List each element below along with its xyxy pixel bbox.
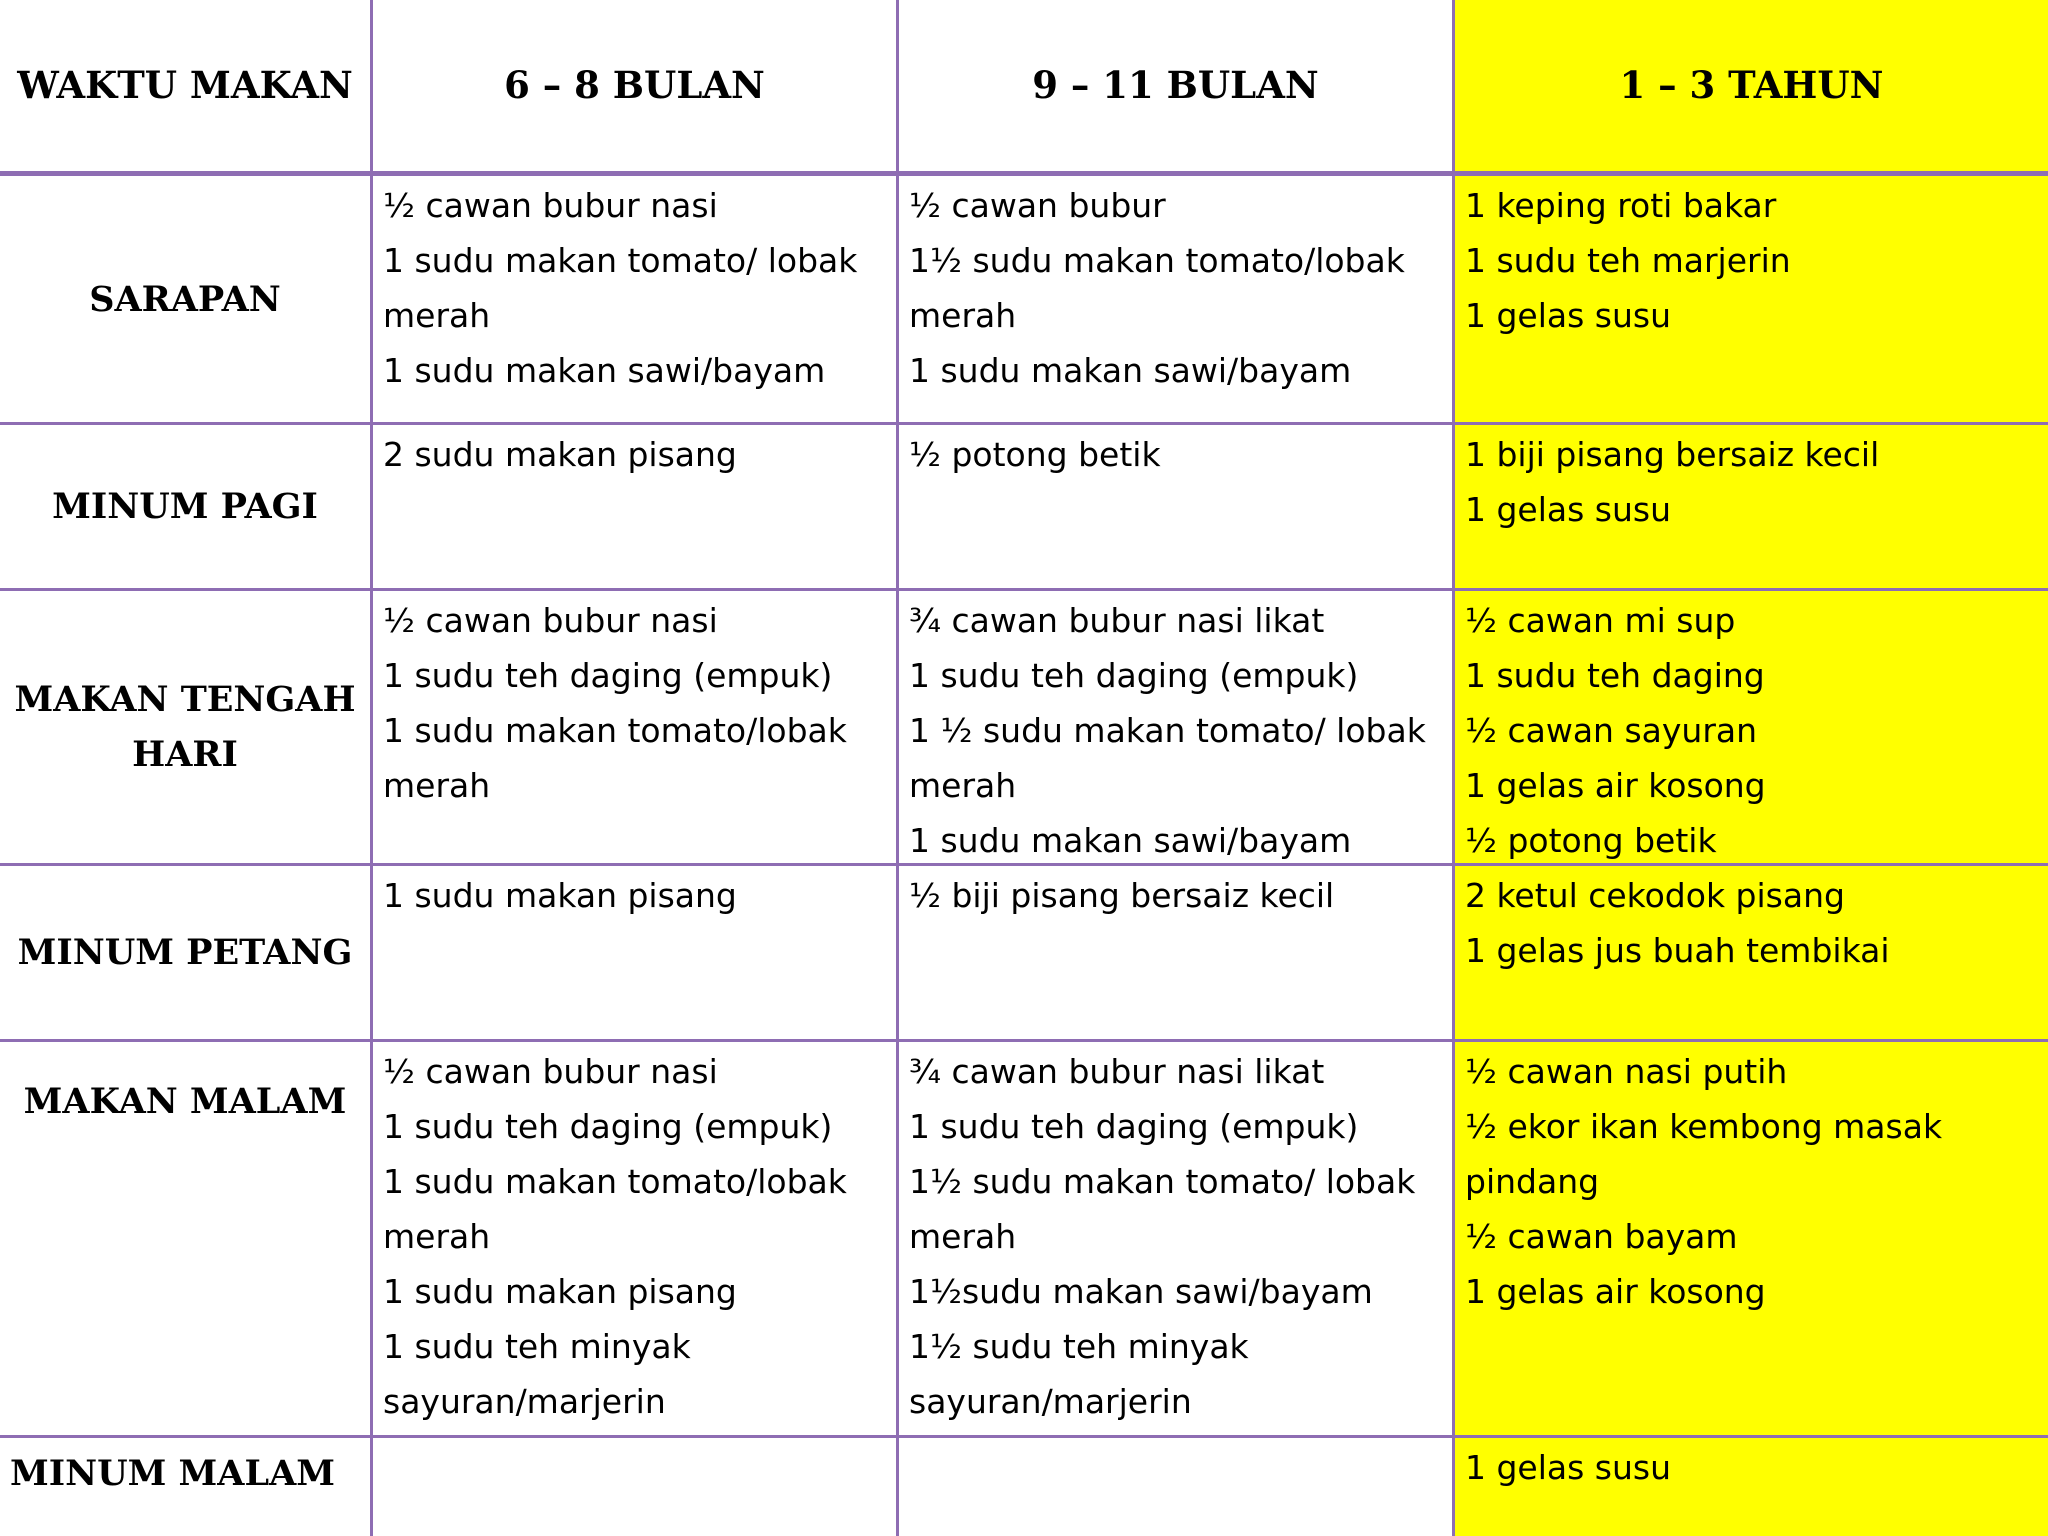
menu-list (373, 866, 896, 923)
menu-cell-afternoon-drink-1-3 (1455, 866, 2048, 1042)
menu-cell-breakfast-1-3 (1455, 176, 2048, 425)
menu-cell-dinner-1-3 (1455, 1042, 2048, 1438)
menu-item: 2 ketul cekodok pisang (1465, 876, 1845, 915)
menu-item: 1 ½ sudu makan tomato/ lobak merah (909, 711, 1426, 805)
menu-item: 1 sudu makan pisang (383, 1272, 737, 1311)
menu-list (899, 176, 1452, 398)
menu-item: 1 gelas air kosong (1465, 766, 1766, 805)
menu-item: ½ cawan bubur nasi (383, 1052, 718, 1091)
menu-item: 1 sudu makan pisang (383, 876, 737, 915)
menu-item: 1 sudu teh daging (empuk) (909, 1107, 1359, 1146)
header-cell-meal-time (0, 0, 373, 176)
menu-item: 1 gelas susu (1465, 296, 1672, 335)
header-label-9-11-months: 9 – 11 BULAN (1032, 63, 1319, 107)
menu-item: 1 gelas jus buah tembikai (1465, 931, 1890, 970)
menu-item: 1 sudu makan sawi/bayam (909, 821, 1352, 860)
menu-item: ¾ cawan bubur nasi likat (909, 601, 1325, 640)
menu-item: 1 biji pisang bersaiz kecil (1465, 435, 1880, 474)
menu-item: ½ ekor ikan kembong masak pindang (1465, 1107, 1943, 1201)
header-label-meal-time: WAKTU MAKAN (17, 63, 353, 107)
menu-item: ½ biji pisang bersaiz kecil (909, 876, 1335, 915)
menu-list (373, 1042, 896, 1429)
menu-item: 2 sudu makan pisang (383, 435, 737, 474)
menu-item: 1 sudu teh daging (1465, 656, 1765, 695)
menu-list (899, 591, 1452, 866)
meal-label-lunch: MAKAN TENGAH HARI (14, 679, 356, 775)
menu-item: 1 gelas air kosong (1465, 1272, 1766, 1311)
menu-list (899, 1042, 1452, 1429)
header-label-6-8-months: 6 – 8 BULAN (504, 63, 765, 107)
menu-cell-night-drink-1-3 (1455, 1438, 2048, 1536)
menu-cell-morning-drink-1-3 (1455, 425, 2048, 591)
menu-item: ½ potong betik (909, 435, 1161, 474)
menu-item: ½ cawan bayam (1465, 1217, 1738, 1256)
menu-item: 1½ sudu makan tomato/lobak merah (909, 241, 1405, 335)
menu-item: ½ cawan bubur nasi (383, 601, 718, 640)
meal-label-afternoon-drink: MINUM PETANG (17, 932, 353, 973)
menu-list (899, 866, 1452, 923)
menu-item: ½ cawan sayuran (1465, 711, 1758, 750)
meal-cell-dinner (0, 1042, 373, 1438)
menu-item: ½ potong betik (1465, 821, 1717, 860)
menu-item: 1 sudu makan tomato/lobak merah (383, 1162, 847, 1256)
menu-list (899, 425, 1452, 482)
meal-cell-afternoon-drink (0, 866, 373, 1042)
menu-cell-lunch-1-3 (1455, 591, 2048, 866)
menu-cell-breakfast-6-8 (373, 176, 899, 425)
menu-item: ½ cawan nasi putih (1465, 1052, 1788, 1091)
meal-cell-lunch (0, 591, 373, 866)
menu-item: 1 sudu teh daging (empuk) (383, 1107, 833, 1146)
menu-item: ½ cawan bubur (909, 186, 1166, 225)
menu-item: ¾ cawan bubur nasi likat (909, 1052, 1325, 1091)
menu-item: 1 gelas susu (1465, 490, 1672, 529)
menu-cell-morning-drink-6-8 (373, 425, 899, 591)
menu-cell-dinner-6-8 (373, 1042, 899, 1438)
menu-item: 1 sudu teh daging (empuk) (383, 656, 833, 695)
menu-cell-lunch-6-8 (373, 591, 899, 866)
menu-cell-night-drink-6-8 (373, 1438, 899, 1536)
menu-list (899, 1438, 1452, 1440)
menu-list (373, 176, 896, 398)
meal-label-breakfast: SARAPAN (89, 278, 281, 320)
menu-item: 1 keping roti bakar (1465, 186, 1777, 225)
menu-item: 1½sudu makan sawi/bayam (909, 1272, 1373, 1311)
menu-cell-morning-drink-9-11 (899, 425, 1455, 591)
menu-list (1455, 591, 2048, 866)
menu-item: 1 sudu makan sawi/bayam (383, 351, 826, 390)
meal-label-night-drink: MINUM MALAM (10, 1453, 335, 1494)
header-cell-9-11-months (899, 0, 1455, 176)
menu-item: ½ cawan bubur nasi (383, 186, 718, 225)
menu-item: 1 sudu teh daging (empuk) (909, 656, 1359, 695)
menu-cell-lunch-9-11 (899, 591, 1455, 866)
menu-cell-afternoon-drink-9-11 (899, 866, 1455, 1042)
header-label-1-3-years: 1 – 3 TAHUN (1619, 63, 1884, 107)
menu-list (373, 591, 896, 813)
menu-item: 1 sudu makan sawi/bayam (909, 351, 1352, 390)
menu-item: 1 gelas susu (1465, 1448, 1672, 1487)
menu-list (373, 1438, 896, 1440)
menu-list (1455, 866, 2048, 978)
menu-item: 1 sudu makan tomato/lobak merah (383, 711, 847, 805)
header-cell-1-3-years (1455, 0, 2048, 176)
meal-cell-breakfast (0, 176, 373, 425)
menu-cell-breakfast-9-11 (899, 176, 1455, 425)
menu-list (1455, 1042, 2048, 1319)
menu-item: 1 sudu teh marjerin (1465, 241, 1791, 280)
menu-list (1455, 176, 2048, 343)
menu-cell-dinner-9-11 (899, 1042, 1455, 1438)
menu-list (373, 425, 896, 482)
menu-item: 1½ sudu teh minyak sayuran/marjerin (909, 1327, 1249, 1421)
menu-item: 1 sudu makan tomato/ lobak merah (383, 241, 858, 335)
menu-item: 1 sudu teh minyak sayuran/marjerin (383, 1327, 691, 1421)
menu-cell-night-drink-9-11 (899, 1438, 1455, 1536)
menu-list (1455, 425, 2048, 537)
menu-list (1455, 1438, 2048, 1495)
meal-cell-night-drink (0, 1438, 373, 1536)
meal-label-morning-drink: MINUM PAGI (52, 486, 318, 527)
menu-item: 1½ sudu makan tomato/ lobak merah (909, 1162, 1416, 1256)
meal-cell-morning-drink (0, 425, 373, 591)
menu-item: ½ cawan mi sup (1465, 601, 1736, 640)
header-cell-6-8-months (373, 0, 899, 176)
menu-cell-afternoon-drink-6-8 (373, 866, 899, 1042)
meal-label-dinner: MAKAN MALAM (23, 1081, 347, 1122)
